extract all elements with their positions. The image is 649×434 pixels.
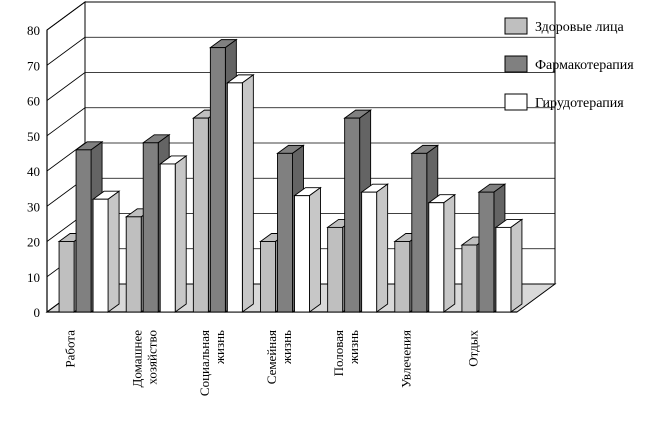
bar-front-face <box>143 143 158 312</box>
x-axis-category-text: Работа <box>62 330 78 368</box>
x-axis-category-label <box>264 330 294 384</box>
x-axis-category-label <box>465 330 480 367</box>
bar-front-face <box>429 203 444 312</box>
y-axis-tick-label: 80 <box>27 23 40 38</box>
bar-front-face <box>479 192 494 312</box>
y-axis-tick-label: 10 <box>27 269 40 285</box>
x-axis-category-text: жизнь <box>211 330 227 364</box>
x-axis-category-label <box>63 330 78 368</box>
x-axis-category-text: Социальная <box>196 330 212 397</box>
bar <box>429 195 455 312</box>
x-axis-category-text: Увлечения <box>398 330 414 388</box>
bar-front-face <box>261 242 276 313</box>
bar-front-face <box>210 48 225 312</box>
bar <box>496 219 522 312</box>
bar-front-face <box>160 164 175 312</box>
bar-side-face <box>377 184 388 312</box>
bar-front-face <box>412 153 427 312</box>
bar-side-face <box>175 156 186 312</box>
y-axis-tick-label: 20 <box>27 234 40 250</box>
bar-side-face <box>108 191 119 312</box>
x-axis-category-text: Домашнее <box>129 330 145 388</box>
bar-front-face <box>345 118 360 312</box>
x-axis-category-label <box>130 330 160 388</box>
legend-swatch <box>505 18 527 34</box>
bar-front-face <box>496 227 511 312</box>
x-axis-category-label <box>197 330 227 396</box>
x-axis-category-text: Половая <box>331 330 347 377</box>
y-axis-tick-label: 70 <box>27 58 40 74</box>
x-axis-category-text: Отдых <box>465 330 481 367</box>
y-axis-tick-label: 40 <box>27 164 40 179</box>
x-axis-category-label <box>331 330 361 376</box>
legend-swatch <box>505 56 527 72</box>
bar-front-face <box>227 83 242 312</box>
bar-front-face <box>93 199 108 312</box>
bar <box>227 75 253 312</box>
x-axis-category-text: Семейная <box>264 330 279 385</box>
bar-front-face <box>295 196 310 312</box>
bar <box>93 191 119 312</box>
bar-front-face <box>278 153 293 312</box>
bar <box>160 156 186 312</box>
x-axis-category-text: хозяйство <box>144 330 160 385</box>
legend-label: Гирудотерапия <box>535 96 624 111</box>
bar-side-face <box>242 75 253 312</box>
bar-side-face <box>511 219 522 312</box>
y-axis-tick-label: 30 <box>27 199 40 215</box>
bar-side-face <box>310 188 321 312</box>
bar-front-face <box>76 150 91 312</box>
bar-front-face <box>395 242 410 313</box>
legend-swatch <box>505 94 527 110</box>
bar <box>362 184 388 312</box>
legend-label: Фармакотерапия <box>535 58 634 73</box>
bar-front-face <box>193 118 208 312</box>
bar <box>295 188 321 312</box>
y-axis-tick-label: 60 <box>27 93 40 109</box>
x-axis-category-text: жизнь <box>279 330 294 364</box>
y-axis-tick-label: 50 <box>27 128 40 144</box>
legend-label: Здоровые лица <box>535 20 624 35</box>
bar-front-face <box>126 217 141 312</box>
bar-front-face <box>59 242 74 313</box>
bar-front-face <box>362 192 377 312</box>
y-axis-tick-label: 0 <box>33 305 40 320</box>
bar-side-face <box>444 195 455 312</box>
x-axis-category-text: жизнь <box>346 330 362 364</box>
bar-front-face <box>462 245 477 312</box>
x-axis-category-label <box>398 330 413 388</box>
bar-front-face <box>328 227 343 312</box>
